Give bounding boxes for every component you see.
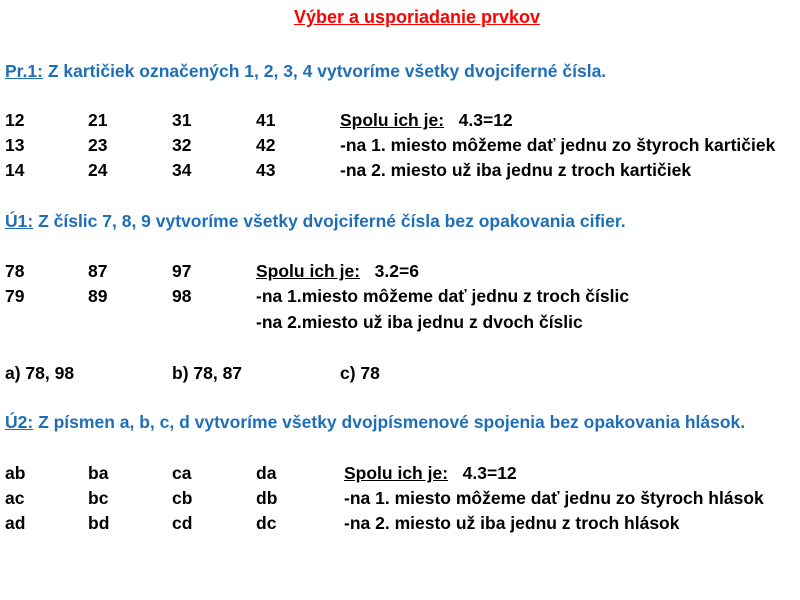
note-line: -na 1.miesto môžeme dať jednu z troch číslic bbox=[256, 286, 630, 306]
section-label: Ú1: bbox=[5, 211, 34, 231]
number-cell: 87 bbox=[88, 261, 108, 281]
total-line bbox=[340, 112, 513, 130]
number-cell: 14 bbox=[5, 160, 25, 180]
letter-pair-cell: ac bbox=[5, 488, 25, 508]
number-cell: 34 bbox=[172, 160, 192, 180]
note-line: -na 2.miesto už iba jednu z dvoch číslic bbox=[256, 312, 583, 332]
section-text: Z písmen a, b, c, d vytvoríme všetky dvojpísmenové spojenia bez opakovania hlások. bbox=[33, 412, 746, 432]
total-label: Spolu ich je: bbox=[340, 110, 445, 130]
number-cell: 12 bbox=[5, 110, 25, 130]
number-cell: 79 bbox=[5, 286, 25, 306]
total-label: Spolu ich je: bbox=[256, 261, 361, 281]
number-cell: 23 bbox=[88, 135, 108, 155]
section-text: Z kartičiek označených 1, 2, 3, 4 vytvoríme všetky dvojciferné čísla. bbox=[42, 61, 607, 81]
total-value: 4.3=12 bbox=[462, 463, 517, 483]
letter-pair-cell: cd bbox=[172, 513, 193, 533]
number-cell: 42 bbox=[256, 135, 276, 155]
note-line: -na 1. miesto môžeme dať jednu zo štyroch hlások bbox=[344, 488, 764, 508]
number-cell: 31 bbox=[172, 110, 192, 130]
number-cell: 24 bbox=[88, 160, 108, 180]
note-line: -na 2. miesto už iba jednu z troch hlások bbox=[344, 513, 680, 533]
letter-pair-cell: ba bbox=[88, 463, 109, 483]
letter-pair-cell: cb bbox=[172, 488, 193, 508]
section-label: Ú2: bbox=[5, 412, 34, 432]
number-cell: 98 bbox=[172, 286, 192, 306]
total-value: 4.3=12 bbox=[458, 110, 513, 130]
note-line: -na 2. miesto už iba jednu z troch kartičiek bbox=[340, 160, 692, 180]
answer-option-c: c) 78 bbox=[340, 363, 380, 383]
total-label: Spolu ich je: bbox=[344, 463, 449, 483]
letter-pair-cell: db bbox=[256, 488, 278, 508]
section-heading-pr1 bbox=[5, 63, 606, 81]
total-line bbox=[344, 465, 517, 483]
section-text: Z číslic 7, 8, 9 vytvoríme všetky dvojciferné čísla bez opakovania cifier. bbox=[33, 211, 626, 231]
section-heading-u2 bbox=[5, 414, 745, 432]
total-line bbox=[256, 263, 419, 281]
number-cell: 21 bbox=[88, 110, 108, 130]
number-cell: 97 bbox=[172, 261, 192, 281]
number-cell: 32 bbox=[172, 135, 192, 155]
letter-pair-cell: dc bbox=[256, 513, 277, 533]
answer-option-b: b) 78, 87 bbox=[172, 363, 243, 383]
letter-pair-cell: ad bbox=[5, 513, 26, 533]
letter-pair-cell: da bbox=[256, 463, 277, 483]
section-label: Pr.1: bbox=[5, 61, 43, 81]
section-heading-u1 bbox=[5, 213, 626, 231]
letter-pair-cell: bd bbox=[88, 513, 110, 533]
number-cell: 78 bbox=[5, 261, 25, 281]
number-cell: 89 bbox=[88, 286, 108, 306]
total-value: 3.2=6 bbox=[374, 261, 419, 281]
letter-pair-cell: ca bbox=[172, 463, 192, 483]
number-cell: 13 bbox=[5, 135, 25, 155]
letter-pair-cell: ab bbox=[5, 463, 26, 483]
page-title: Výber a usporiadanie prvkov bbox=[293, 7, 541, 27]
note-line: -na 1. miesto môžeme dať jednu zo štyroch kartičiek bbox=[340, 135, 776, 155]
answer-option-a: a) 78, 98 bbox=[5, 363, 75, 383]
number-cell: 41 bbox=[256, 110, 276, 130]
letter-pair-cell: bc bbox=[88, 488, 109, 508]
number-cell: 43 bbox=[256, 160, 276, 180]
